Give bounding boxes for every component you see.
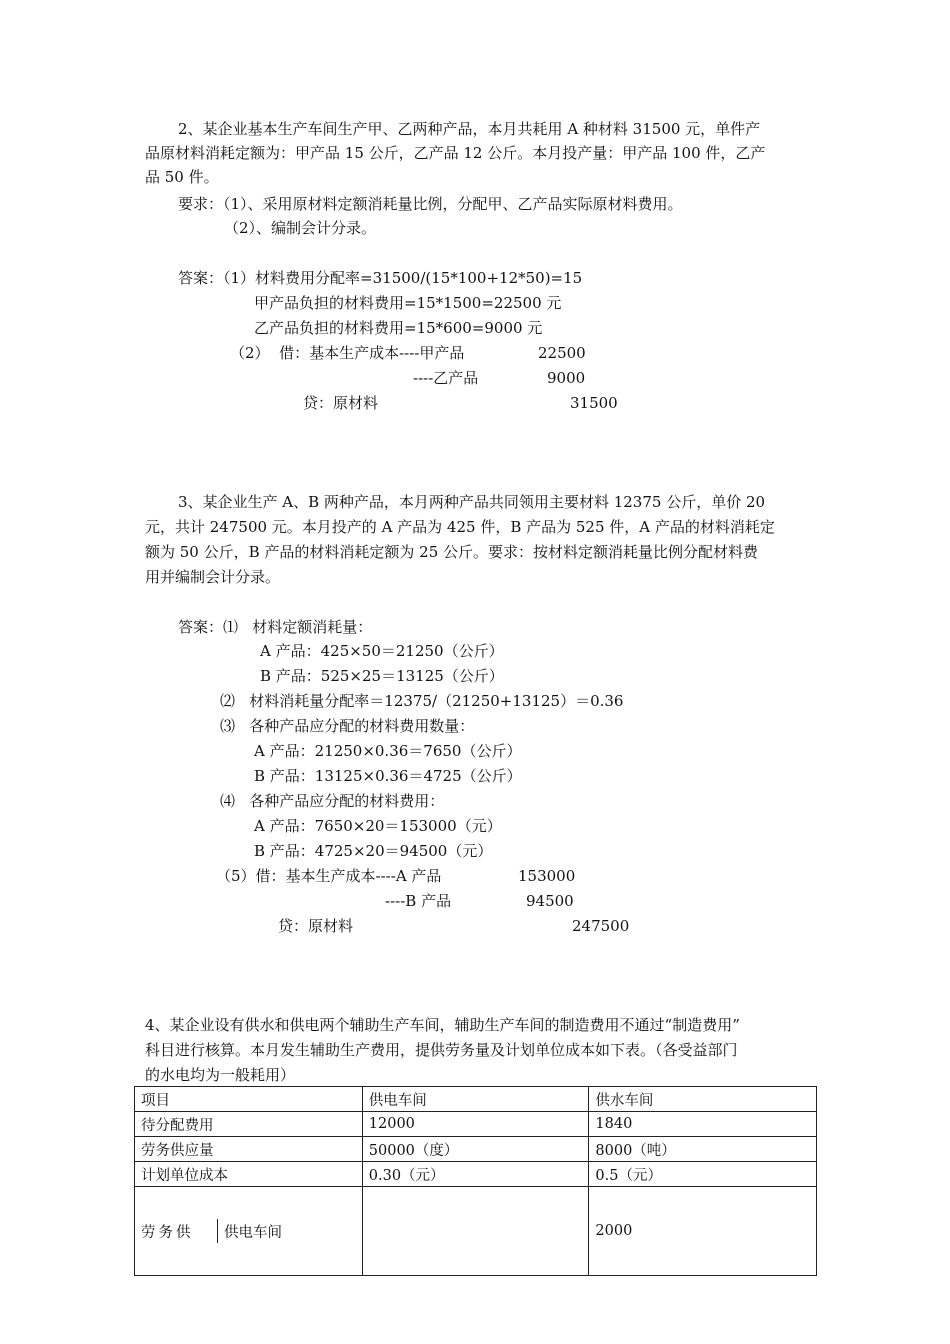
q3-entry-debit-2: ----B 产品 bbox=[385, 892, 452, 910]
q3-answer-line-2: A 产品：425×50＝21250（公斤） bbox=[260, 642, 504, 660]
row-sub-label: 供电车间 bbox=[224, 1224, 282, 1241]
table-cell: 待分配费用 bbox=[135, 1112, 363, 1137]
q2-answer-line-2: 甲产品负担的材料费用=15*1500=22500 元 bbox=[254, 294, 562, 312]
row-group-label: 劳务供 bbox=[135, 1219, 218, 1243]
table-row bbox=[135, 1187, 817, 1276]
table-header-cell: 项目 bbox=[135, 1087, 363, 1112]
q3-entry-debit-1: （5）借：基本生产成本----A 产品 bbox=[216, 867, 442, 885]
q2-requirement-2: （2）、编制会计分录。 bbox=[224, 219, 377, 237]
table-cell: 50000（度） bbox=[362, 1137, 589, 1162]
q2-paragraph-line-1: 2、某企业基本生产车间生产甲、乙两种产品，本月共耗用 A 种材料 31500 元，单件产 bbox=[178, 120, 761, 138]
q3-answer-line-10: B 产品：4725×20＝94500（元） bbox=[254, 842, 493, 860]
q3-entry-credit-amount: 247500 bbox=[572, 917, 630, 935]
table-header-row bbox=[135, 1087, 817, 1112]
table-header-cell: 供电车间 bbox=[362, 1087, 589, 1112]
q2-answer-line-1: 答案：（1）材料费用分配率=31500/(15*100+12*50)=15 bbox=[178, 269, 583, 287]
table-row bbox=[135, 1137, 817, 1162]
table-cell: 0.5（元） bbox=[589, 1162, 817, 1187]
table-cell: 0.30（元） bbox=[362, 1162, 589, 1187]
table-header-cell: 供水车间 bbox=[589, 1087, 817, 1112]
q3-answer-line-9: A 产品：7650×20＝153000（元） bbox=[254, 817, 502, 835]
q4-cost-table bbox=[134, 1086, 817, 1276]
table-cell: 1840 bbox=[589, 1112, 817, 1137]
q3-paragraph-line-1: 3、某企业生产 A、B 两种产品，本月两种产品共同领用主要材料 12375 公斤，单价 20 bbox=[178, 493, 766, 511]
q3-entry-credit: 贷：原材料 bbox=[278, 917, 354, 935]
table-cell: 12000 bbox=[362, 1112, 589, 1137]
q3-answer-line-8: ⑷ 各种产品应分配的材料费用： bbox=[220, 792, 445, 810]
q4-paragraph-line-2: 科目进行核算。本月发生辅助生产费用，提供劳务量及计划单位成本如下表。（各受益部门 bbox=[145, 1041, 738, 1059]
q2-entry-debit-1: （2） 借：基本生产成本----甲产品 bbox=[230, 344, 465, 362]
q2-requirement-1: 要求：（1）、采用原材料定额消耗量比例，分配甲、乙产品实际原材料费用。 bbox=[178, 195, 683, 213]
q2-paragraph-line-3: 品 50 件。 bbox=[145, 168, 219, 186]
q2-entry-debit-2-amount: 9000 bbox=[547, 369, 586, 387]
q2-entry-debit-2: ----乙产品 bbox=[413, 369, 479, 387]
q2-entry-debit-1-amount: 22500 bbox=[538, 344, 586, 362]
q2-answer-line-3: 乙产品负担的材料费用=15*600=9000 元 bbox=[254, 319, 543, 337]
q3-paragraph-line-4: 用并编制会计分录。 bbox=[145, 568, 281, 586]
q4-paragraph-line-3: 的水电均为一般耗用） bbox=[145, 1066, 296, 1084]
q3-answer-line-3: B 产品：525×25＝13125（公斤） bbox=[260, 667, 504, 685]
q2-entry-credit: 贷：原材料 bbox=[303, 394, 379, 412]
q3-paragraph-line-3: 额为 50 公斤，B 产品的材料消耗定额为 25 公斤。要求：按材料定额消耗量比例分配材料费 bbox=[145, 543, 759, 561]
table-cell: 计划单位成本 bbox=[135, 1162, 363, 1187]
q3-answer-line-6: A 产品：21250×0.36＝7650（公斤） bbox=[254, 742, 522, 760]
q3-entry-debit-1-amount: 153000 bbox=[518, 867, 576, 885]
q2-paragraph-line-2: 品原材料消耗定额为：甲产品 15 公斤，乙产品 12 公斤。本月投产量：甲产品 100 件，乙产 bbox=[145, 144, 766, 162]
table-cell: 劳务供应量 bbox=[135, 1137, 363, 1162]
table-cell-split bbox=[135, 1187, 363, 1276]
table-row bbox=[135, 1112, 817, 1137]
q3-answer-line-4: ⑵ 材料消耗量分配率＝12375/（21250+13125）＝0.36 bbox=[220, 692, 624, 710]
q3-answer-line-5: ⑶ 各种产品应分配的材料费用数量： bbox=[220, 717, 475, 735]
table-row bbox=[135, 1162, 817, 1187]
table-cell: 2000 bbox=[589, 1187, 817, 1276]
table-cell bbox=[362, 1187, 589, 1276]
q4-paragraph-line-1: 4、某企业设有供水和供电两个辅助生产车间，辅助生产车间的制造费用不通过“制造费用” bbox=[145, 1016, 740, 1034]
q3-paragraph-line-2: 元，共计 247500 元。本月投产的 A 产品为 425 件，B 产品为 525 件，A 产品的材料消耗定 bbox=[145, 518, 775, 536]
table-cell: 8000（吨） bbox=[589, 1137, 817, 1162]
q2-entry-credit-amount: 31500 bbox=[570, 394, 618, 412]
q3-answer-line-1: 答案：⑴ 材料定额消耗量： bbox=[178, 618, 373, 636]
q3-answer-line-7: B 产品：13125×0.36＝4725（公斤） bbox=[254, 767, 522, 785]
q3-entry-debit-2-amount: 94500 bbox=[526, 892, 574, 910]
